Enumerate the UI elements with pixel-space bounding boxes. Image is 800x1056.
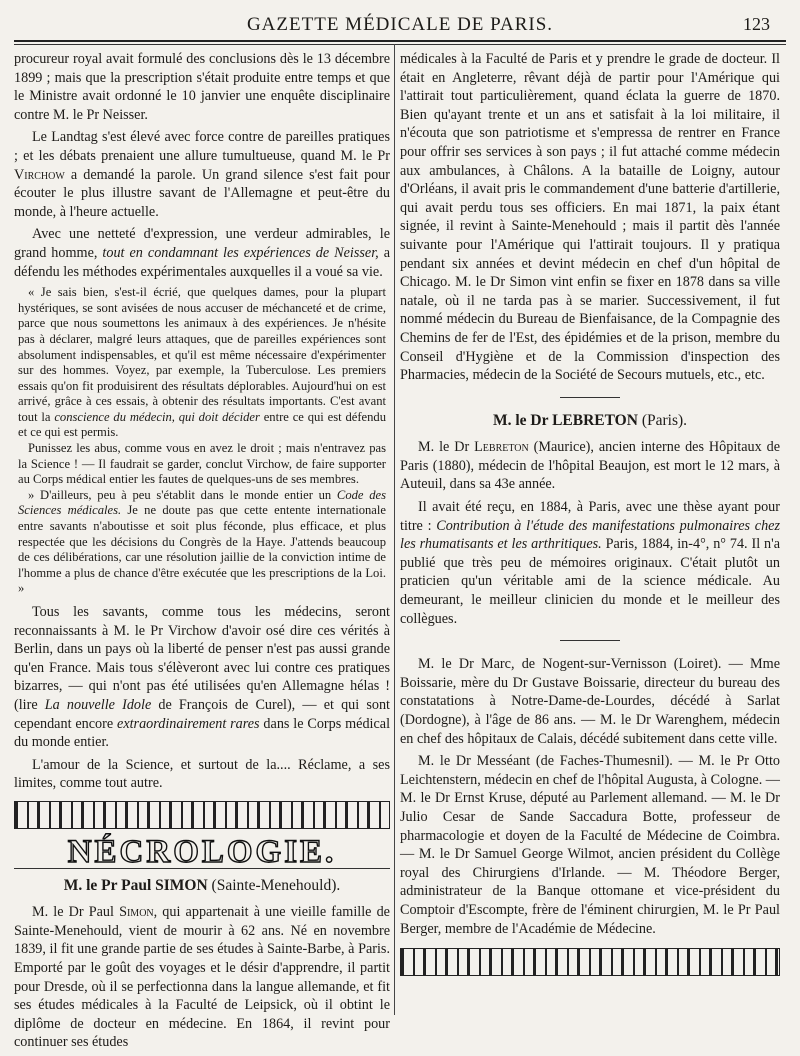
obituary-heading: M. le Dr LEBRETON (Paris). <box>492 411 688 429</box>
section-title: NÉCROLOGIE. <box>67 833 337 870</box>
divider <box>560 397 620 398</box>
paragraph: M. le Dr Messéant (de Faches-Thumesnil). — M. le Pr Otto Leichtenstern, médecin en chef de l'hôpital Augusta, à Cologne. — M. le Dr Ernst Kruse, député au Parlement allemand. — M. le Dr Julio Cesar de Sande Saccadura Botte, professeur de pharmacologie et doyen de la Faculté de Médecine de Coimbra. — M. le Dr Samuel George Wilmot, ancien président du Collège royal des Chirurgiens d'Irlande. — M. Théodore Berger, administrateur de la Banque ottomane et vice-président du Comptoir d'Escompte, frère de l'éminent chirurgien, M. le Pr Paul Berger, membre de l'Académie de Médecine. <box>400 753 780 937</box>
paragraph: médicales à la Faculté de Paris et y prendre le grade de docteur. Il était en Angleterre, rêvant déjà de partir pour l'Amérique qui l'attirait tout particulièrement, quand éclata la guerre de 1870. Bien qu'ayant trente et un ans et satisfait à la loi militaire, il n'écouta que son patriotisme et s'empressa de rentrer en France pour offrir ses services à son pays ; il fut attaché comme médecin aux ambulances, à Châlons. A la bataille de Loigny, autour d'Orléans, il avait pris le commandement d'une batterie d'artillerie, qui avait perdu tous ses officiers. En mai 1871, la paix étant signée, il revint à Sainte-Menehould ; mais il partit dès l'année suivante pour l'Amérique qui l'attirait toujours. Il y pratiqua pendant six années et devint médecin en chef d'un hôpital de Chicago. M. le Dr Simon vint enfin se fixer en 1878 dans sa ville natale, où il ne tarda pas à se marier. Successivement, il fut nommé médecin du Bureau de Bienfaisance, de la Compagnie des Chemins de fer de l'Est, des épidémies et de la prison, membre du Conseil d'Hygiène et de la Commission d'inspection des Pharmacies, médecin de la Société de Secours mutuels, etc., etc. <box>400 51 780 384</box>
paragraph: Tous les savants, comme tous les médecins, seront reconnaissants à M. le Pr Virchow d'avoir osé dire ces vérités à Berlin, dans un pays où la liberté de penser n'est pas aussi grande qu'en France. Mais tous s'élèveront avec lui contre ces pratiques bizarres, — qui n'ont pas été utilisées qu'en Allemagne hélas ! (lire La nouvelle Idole de François de Curel), — et qui sont cependant encore extraordinairement rares dans le Corps médical du monde entier. <box>14 604 391 751</box>
paragraph: M. le Dr Paul Simon, qui appartenait à une vieille famille de Sainte-Menehould, vient de mourir à 62 ans. Né en novembre 1839, il fit une grande partie de ses études à Sainte-Barbe, à Paris. Emporté par le goût des voyages et le désir d'apprendre, il partit pour Dresde, où il se perfectionna dans la langue allemande, et fit ses études médicales à la Faculté de Leipsick, où il obtint le diplôme de docteur en médecine. En 1864, il revint pour continuer ses études <box>14 904 390 1051</box>
divider <box>560 640 620 641</box>
paragraph: procureur royal avait formulé des conclusions dès le 13 décembre 1899 ; mais que la prescription s'était produite entre temps et que le Ministre avait ordonné le 10 janvier une enquête disciplinaire contre M. le Pr Neisser. <box>14 51 390 123</box>
journal-title: GAZETTE MÉDICALE DE PARIS. <box>246 14 554 35</box>
right-column <box>400 50 780 990</box>
paragraph: Il avait été reçu, en 1884, à Paris, avec une thèse ayant pour titre : Contribution à l'étude des manifestations pulmonaires chez les rhumatisants et les arthritiques. Paris, 1884, in-4°, n° 74. Il n'a publié que très peu de mémoires originaux. C'était plutôt un praticien qu'un véritable ami de la science médicale. Au demeurant, le meilleur clinicien du monde et le meilleur des collègues. <box>400 499 780 627</box>
paragraph: Le Landtag s'est élevé avec force contre de pareilles pratiques ; et les débats prenaient une allure tumultueuse, quand M. le Pr Virchow a demandé la parole. Un grand silence s'est fait pour écouter le plus illustre savant de l'Allemagne et peut-être du monde, à l'heure actuelle. <box>14 129 390 220</box>
virchow-quote: « Je sais bien, s'est-il écrié, que quelques dames, pour la plupart hystériques, se sont avisées de nous accuser de méchanceté et de crime, parce que nous soumettons les animaux à des expériences. Je n'hésite pas à déclarer, malgré leurs attaques, que de pareilles expériences sont absolument indispensables, et qu'il est même nécessaire d'expérimenter sur des hommes. Voyez, par exemple, la Tuberculose. Les premiers essais qu'on fit produisirent des résultats déplorables. Aujourd'hui on est arrivé, grâce à ces essais, à obtenir des résultats importants. C'est avant tout la conscience du médecin, qui doit décider entre ce qui est défendu et ce qui est permis. Punissez les abus, comme vous en avez le droit ; mais n'entravez pas la Science ! — Il faudrait se garder, conclut Virchow, de faire supporter au Corps médical entier les fautes de quelques-uns de ses membres. » D'ailleurs, peu à peu s'établit dans le monde entier un Code des Sciences médicales. Je ne doute pas que cette entente internationale entre savants n'aboutisse et soit plus féconde, plus efficace, et plus respectée que les décisions du Congrès de la Haye. J'attends beaucoup de ces délibérations, car une résolution jaillie de la conviction intime de l'homme a plus de chance d'être exécutée que les prescriptions de la Loi. » <box>18 285 387 596</box>
header-rule-thin <box>14 44 786 45</box>
column-separator <box>394 44 395 1015</box>
page-number: 123 <box>743 14 770 34</box>
paragraph: L'amour de la Science, et surtout de la.... Réclame, a ses limites, comme tout autre. <box>14 756 390 792</box>
left-column <box>14 50 390 1056</box>
page-header <box>0 0 800 40</box>
decorative-ornament-band <box>400 948 780 976</box>
divider <box>14 868 390 869</box>
decorative-ornament-band <box>14 801 390 829</box>
header-rule <box>14 40 786 42</box>
paragraph: M. le Dr Lebreton (Maurice), ancien interne des Hôpitaux de Paris (1880), médecin de l'hôpital Beaujon, est mort le 12 mars, à Auteuil, dans sa 43e année. <box>400 439 781 493</box>
obituary-heading: M. le Pr Paul SIMON (Sainte-Menehould). <box>63 876 341 894</box>
paragraph: Avec une netteté d'expression, une verdeur admirables, le grand homme, tout en condamnant les expériences de Neisser, a défendu les méthodes expérimentales auxquelles il a voué sa vie. <box>14 226 390 280</box>
paragraph: M. le Dr Marc, de Nogent-sur-Vernisson (Loiret). — Mme Boissarie, mère du Dr Gustave Boissarie, directeur du bureau des constatations à Notre-Dame-de-Lourdes, décédé à Sarlat (Dordogne), à l'âge de 86 ans. — M. le Dr Warenghem, médecin en chef des hôpitaux de Calais, décédé subitement dans cette ville. <box>400 656 780 747</box>
